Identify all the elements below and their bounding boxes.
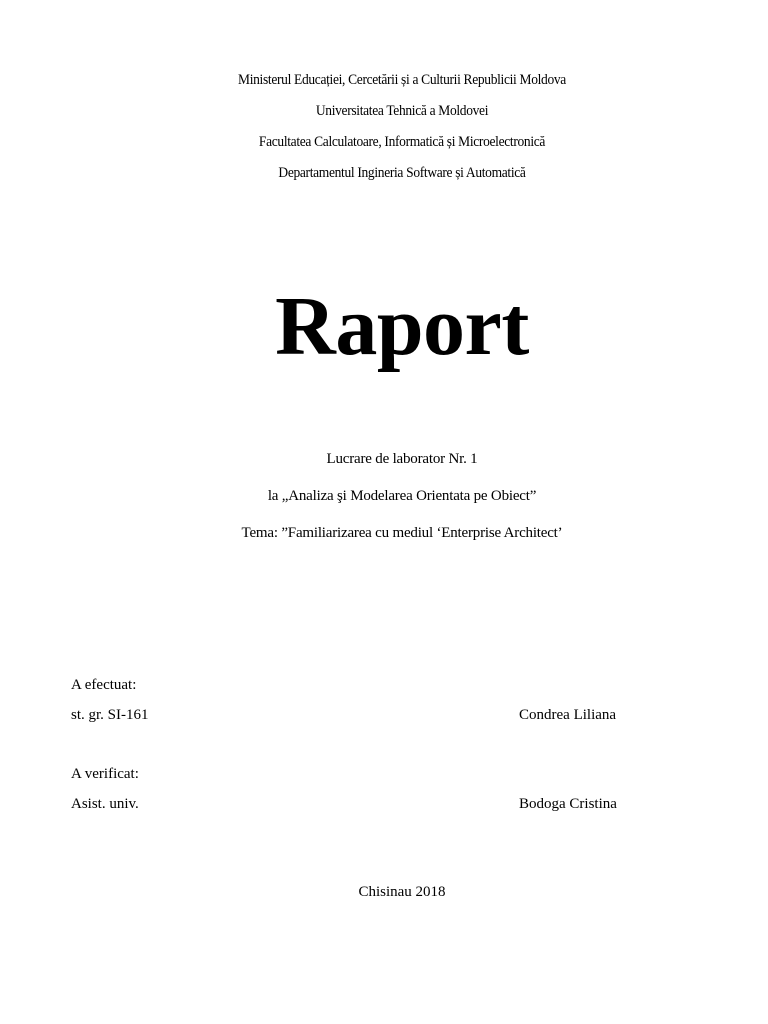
performed-name: Condrea Liliana bbox=[519, 707, 617, 723]
performed-role: st. gr. SI-161 bbox=[71, 707, 149, 723]
ministry-line: Ministerul Educației, Cercetării și a Culturii Republicii Moldova bbox=[238, 72, 566, 88]
lab-theme: Tema: ”Familiarizarea cu mediul ‘Enterprise Architect’ bbox=[241, 525, 563, 541]
performed-label: A efectuat: bbox=[71, 677, 137, 693]
lab-number: Lucrare de laborator Nr. 1 bbox=[326, 451, 478, 467]
verified-label: A verificat: bbox=[71, 766, 139, 782]
university-line: Universitatea Tehnică a Moldovei bbox=[315, 103, 489, 119]
city-year: Chisinau 2018 bbox=[358, 884, 446, 900]
faculty-line: Facultatea Calculatoare, Informatică și Microelectronică bbox=[258, 134, 546, 150]
department-line: Departamentul Ingineria Software și Automatică bbox=[278, 165, 526, 181]
verified-name: Bodoga Cristina bbox=[519, 796, 617, 812]
lab-subject: la „Analiza şi Modelarea Orientata pe Obiect” bbox=[267, 488, 537, 504]
report-title: Raport bbox=[275, 280, 529, 373]
verified-role: Asist. univ. bbox=[71, 796, 139, 812]
